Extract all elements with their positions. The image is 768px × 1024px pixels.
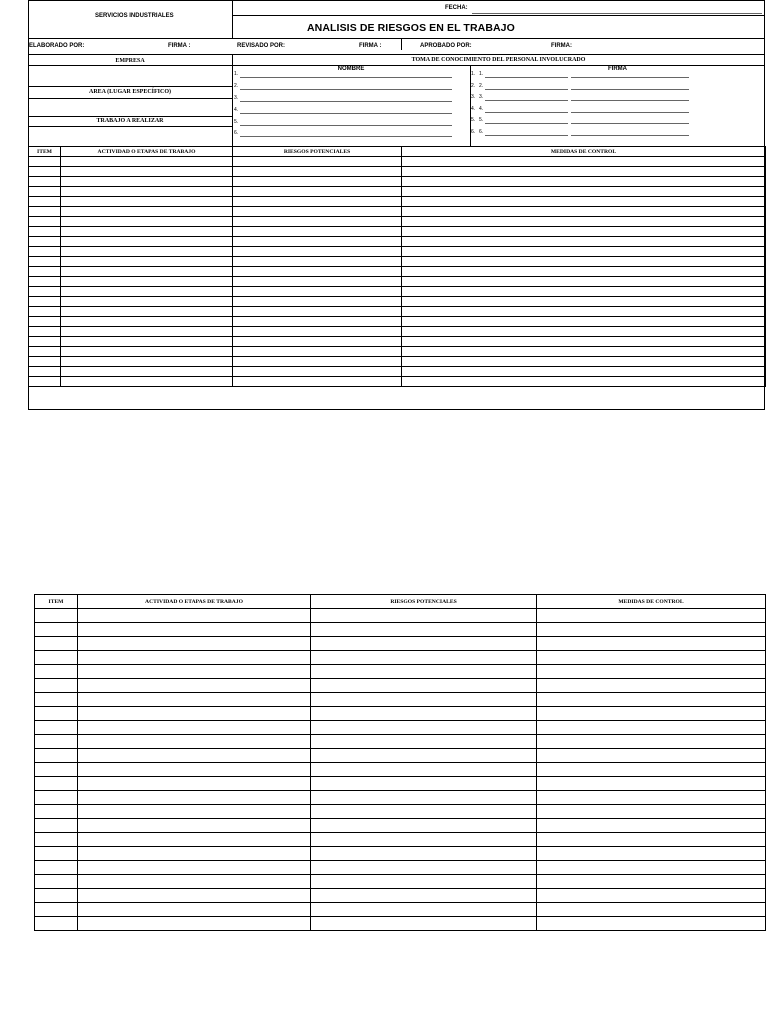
medidas-cell[interactable]	[537, 749, 766, 763]
actividad-cell[interactable]	[61, 287, 233, 297]
medidas-cell[interactable]	[537, 889, 766, 903]
table-row	[29, 257, 766, 267]
actividad-cell[interactable]	[61, 177, 233, 187]
actividad-cell[interactable]	[61, 167, 233, 177]
item-cell[interactable]	[35, 875, 78, 889]
medidas-cell[interactable]	[402, 207, 766, 217]
riesgos-cell[interactable]	[311, 735, 537, 749]
item-cell[interactable]	[35, 679, 78, 693]
item-cell[interactable]	[35, 777, 78, 791]
table-row	[35, 623, 766, 637]
table-row	[35, 679, 766, 693]
medidas-cell[interactable]	[402, 157, 766, 167]
riesgos-cell[interactable]	[233, 157, 402, 167]
table-row	[35, 693, 766, 707]
item-cell[interactable]	[29, 157, 61, 167]
actividad-cell[interactable]	[78, 763, 311, 777]
actividad-cell[interactable]	[61, 307, 233, 317]
table-row	[29, 277, 766, 287]
medidas-cell[interactable]	[402, 227, 766, 237]
actividad-cell[interactable]	[78, 707, 311, 721]
riesgos-cell[interactable]	[233, 347, 402, 357]
riesgos-cell[interactable]	[311, 903, 537, 917]
column-header-actividad: ACTIVIDAD O ETAPAS DE TRABAJO	[61, 147, 233, 157]
medidas-cell[interactable]	[537, 623, 766, 637]
medidas-cell[interactable]	[402, 277, 766, 287]
medidas-cell[interactable]	[537, 679, 766, 693]
medidas-cell[interactable]	[537, 791, 766, 805]
medidas-cell[interactable]	[402, 307, 766, 317]
table-row	[29, 177, 766, 187]
riesgos-cell[interactable]	[233, 197, 402, 207]
item-cell[interactable]	[29, 217, 61, 227]
actividad-cell[interactable]	[61, 327, 233, 337]
item-cell[interactable]	[29, 197, 61, 207]
firma-aprobado-label: FIRMA:	[551, 43, 572, 49]
elaborado-label: ELABORADO POR:	[29, 43, 85, 49]
firma-revisado-label: FIRMA :	[359, 43, 382, 49]
firma-left-number: 6.	[471, 129, 476, 135]
item-cell[interactable]	[29, 267, 61, 277]
riesgos-cell[interactable]	[233, 277, 402, 287]
table-row	[29, 287, 766, 297]
table-row	[29, 367, 766, 377]
actividad-cell[interactable]	[78, 749, 311, 763]
riesgos-cell[interactable]	[233, 327, 402, 337]
firma-number: 5.	[479, 117, 484, 123]
nombre-line[interactable]	[240, 89, 452, 90]
item-cell[interactable]	[29, 177, 61, 187]
riesgos-cell[interactable]	[233, 187, 402, 197]
table-row	[29, 227, 766, 237]
item-cell[interactable]	[29, 317, 61, 327]
firma-line-extension[interactable]	[571, 123, 689, 124]
table-row	[29, 327, 766, 337]
riesgos-cell[interactable]	[311, 623, 537, 637]
table-row	[35, 847, 766, 861]
item-cell[interactable]	[35, 651, 78, 665]
form-title: ANALISIS DE RIESGOS EN EL TRABAJO	[307, 22, 515, 34]
actividad-cell[interactable]	[78, 805, 311, 819]
fecha-label: FECHA:	[445, 5, 468, 11]
table-row	[35, 651, 766, 665]
nombre-number: 2.	[234, 83, 239, 89]
firma-line-extension[interactable]	[571, 77, 689, 78]
medidas-cell[interactable]	[402, 357, 766, 367]
riesgos-cell[interactable]	[311, 847, 537, 861]
medidas-cell[interactable]	[537, 819, 766, 833]
item-cell[interactable]	[35, 861, 78, 875]
riesgos-cell[interactable]	[311, 777, 537, 791]
item-cell[interactable]	[29, 357, 61, 367]
firma-line[interactable]	[485, 123, 568, 124]
item-cell[interactable]	[35, 637, 78, 651]
medidas-cell[interactable]	[537, 721, 766, 735]
table-row	[29, 377, 766, 387]
firma-line-extension[interactable]	[571, 135, 689, 136]
table-row	[29, 197, 766, 207]
medidas-cell[interactable]	[537, 917, 766, 931]
riesgos-cell[interactable]	[311, 749, 537, 763]
actividad-cell[interactable]	[78, 665, 311, 679]
riesgos-cell[interactable]	[311, 805, 537, 819]
nombre-line[interactable]	[240, 101, 452, 102]
actividad-cell[interactable]	[61, 267, 233, 277]
table-row	[35, 833, 766, 847]
nombre-line[interactable]	[240, 77, 452, 78]
nombre-number: 5.	[234, 119, 239, 125]
table-row	[35, 763, 766, 777]
nombre-line[interactable]	[240, 136, 452, 137]
firma-number: 2.	[479, 83, 484, 89]
item-cell[interactable]	[29, 187, 61, 197]
medidas-cell[interactable]	[537, 875, 766, 889]
aprobado-label: APROBADO POR:	[420, 43, 472, 49]
item-cell[interactable]	[29, 367, 61, 377]
actividad-cell[interactable]	[78, 623, 311, 637]
medidas-cell[interactable]	[402, 167, 766, 177]
riesgos-cell[interactable]	[311, 721, 537, 735]
table-row	[29, 247, 766, 257]
riesgos-cell[interactable]	[311, 875, 537, 889]
medidas-cell[interactable]	[537, 763, 766, 777]
item-cell[interactable]	[35, 917, 78, 931]
firma-left-number: 1.	[471, 71, 476, 77]
item-cell[interactable]	[29, 287, 61, 297]
table-row	[35, 609, 766, 623]
riesgos-cell[interactable]	[233, 227, 402, 237]
item-cell[interactable]	[29, 207, 61, 217]
item-cell[interactable]	[29, 297, 61, 307]
riesgos-cell[interactable]	[311, 819, 537, 833]
firma-line[interactable]	[485, 100, 568, 101]
firma-left-number: 4.	[471, 106, 476, 112]
firma-line[interactable]	[485, 77, 568, 78]
medidas-cell[interactable]	[537, 903, 766, 917]
medidas-cell[interactable]	[402, 297, 766, 307]
medidas-cell[interactable]	[402, 377, 766, 387]
column-header-riesgos: RIESGOS POTENCIALES	[311, 595, 537, 609]
medidas-cell[interactable]	[537, 847, 766, 861]
riesgos-cell[interactable]	[233, 317, 402, 327]
riesgos-cell[interactable]	[311, 763, 537, 777]
riesgos-cell[interactable]	[233, 337, 402, 347]
actividad-cell[interactable]	[78, 679, 311, 693]
trabajo-label: TRABAJO A REALIZAR	[96, 118, 164, 124]
table-row	[35, 917, 766, 931]
actividad-cell[interactable]	[78, 651, 311, 665]
firma-elaborado-label: FIRMA :	[168, 43, 191, 49]
actividad-cell[interactable]	[78, 861, 311, 875]
item-cell[interactable]	[35, 805, 78, 819]
revisado-label: REVISADO POR:	[237, 43, 286, 49]
table-row	[35, 903, 766, 917]
riesgos-cell[interactable]	[233, 247, 402, 257]
riesgos-cell[interactable]	[311, 917, 537, 931]
item-cell[interactable]	[35, 791, 78, 805]
medidas-cell[interactable]	[537, 693, 766, 707]
firma-line-extension[interactable]	[571, 100, 689, 101]
medidas-cell[interactable]	[537, 777, 766, 791]
actividad-cell[interactable]	[78, 721, 311, 735]
column-header-actividad: ACTIVIDAD O ETAPAS DE TRABAJO	[78, 595, 311, 609]
item-cell[interactable]	[29, 347, 61, 357]
table-row	[29, 267, 766, 277]
firma-line[interactable]	[485, 135, 568, 136]
table-row	[29, 307, 766, 317]
firma-header: FIRMA	[608, 66, 627, 72]
item-cell[interactable]	[29, 167, 61, 177]
item-cell[interactable]	[35, 903, 78, 917]
table-row	[35, 735, 766, 749]
firma-line[interactable]	[485, 89, 568, 90]
actividad-cell[interactable]	[61, 197, 233, 207]
riesgos-cell[interactable]	[311, 861, 537, 875]
actividad-cell[interactable]	[61, 257, 233, 267]
risk-table-page2	[34, 594, 766, 931]
medidas-cell[interactable]	[402, 367, 766, 377]
firma-number: 4.	[479, 106, 484, 112]
medidas-cell[interactable]	[537, 707, 766, 721]
riesgos-cell[interactable]	[233, 287, 402, 297]
medidas-cell[interactable]	[537, 861, 766, 875]
medidas-cell[interactable]	[402, 337, 766, 347]
empresa-label: EMPRESA	[115, 58, 145, 64]
actividad-cell[interactable]	[61, 277, 233, 287]
firma-number: 6.	[479, 129, 484, 135]
actividad-cell[interactable]	[78, 777, 311, 791]
medidas-cell[interactable]	[537, 637, 766, 651]
table-row	[29, 317, 766, 327]
medidas-cell[interactable]	[402, 217, 766, 227]
medidas-cell[interactable]	[402, 267, 766, 277]
item-cell[interactable]	[35, 665, 78, 679]
riesgos-cell[interactable]	[311, 651, 537, 665]
item-cell[interactable]	[35, 609, 78, 623]
table-row	[29, 297, 766, 307]
riesgos-cell[interactable]	[233, 297, 402, 307]
column-header-item: ITEM	[35, 595, 78, 609]
item-cell[interactable]	[29, 277, 61, 287]
item-cell[interactable]	[29, 337, 61, 347]
actividad-cell[interactable]	[61, 207, 233, 217]
fecha-field[interactable]	[472, 13, 762, 14]
riesgos-cell[interactable]	[311, 637, 537, 651]
riesgos-cell[interactable]	[311, 679, 537, 693]
riesgos-cell[interactable]	[233, 307, 402, 317]
actividad-cell[interactable]	[61, 337, 233, 347]
medidas-cell[interactable]	[537, 735, 766, 749]
actividad-cell[interactable]	[78, 889, 311, 903]
table-row	[29, 347, 766, 357]
actividad-cell[interactable]	[78, 609, 311, 623]
actividad-cell[interactable]	[78, 735, 311, 749]
table-row	[35, 819, 766, 833]
nombre-number: 3.	[234, 95, 239, 101]
table-row	[29, 167, 766, 177]
medidas-cell[interactable]	[402, 197, 766, 207]
item-cell[interactable]	[29, 327, 61, 337]
firma-left-number: 2.	[471, 83, 476, 89]
medidas-cell[interactable]	[402, 187, 766, 197]
actividad-cell[interactable]	[78, 833, 311, 847]
table-row	[35, 875, 766, 889]
medidas-cell[interactable]	[402, 327, 766, 337]
actividad-cell[interactable]	[61, 187, 233, 197]
riesgos-cell[interactable]	[311, 693, 537, 707]
riesgos-cell[interactable]	[311, 833, 537, 847]
table-row	[35, 637, 766, 651]
actividad-cell[interactable]	[61, 317, 233, 327]
firma-line-extension[interactable]	[571, 112, 689, 113]
riesgos-cell[interactable]	[233, 377, 402, 387]
riesgos-cell[interactable]	[311, 791, 537, 805]
nombre-number: 1.	[234, 71, 239, 77]
table-row	[29, 217, 766, 227]
table-row	[35, 805, 766, 819]
nombre-header: NOMBRE	[337, 66, 365, 72]
item-cell[interactable]	[35, 889, 78, 903]
medidas-cell[interactable]	[402, 257, 766, 267]
area-label: AREA (LUGAR ESPECÍFICO)	[88, 89, 171, 95]
actividad-cell[interactable]	[61, 347, 233, 357]
item-cell[interactable]	[35, 735, 78, 749]
table-row	[35, 889, 766, 903]
riesgos-cell[interactable]	[311, 665, 537, 679]
table-row	[35, 665, 766, 679]
column-header-riesgos: RIESGOS POTENCIALES	[233, 147, 402, 157]
riesgos-cell[interactable]	[233, 177, 402, 187]
medidas-cell[interactable]	[402, 247, 766, 257]
actividad-cell[interactable]	[78, 903, 311, 917]
table-row	[35, 777, 766, 791]
table-row	[29, 337, 766, 347]
firma-line-extension[interactable]	[571, 89, 689, 90]
riesgos-cell[interactable]	[311, 609, 537, 623]
actividad-cell[interactable]	[78, 875, 311, 889]
firma-line[interactable]	[485, 112, 568, 113]
medidas-cell[interactable]	[537, 833, 766, 847]
riesgos-cell[interactable]	[233, 357, 402, 367]
toma-conocimiento-label: TOMA DE CONOCIMIENTO DEL PERSONAL INVOLUCRADO	[411, 57, 586, 63]
item-cell[interactable]	[29, 247, 61, 257]
item-cell[interactable]	[35, 763, 78, 777]
table-row	[35, 749, 766, 763]
actividad-cell[interactable]	[61, 157, 233, 167]
table-row	[29, 207, 766, 217]
item-cell[interactable]	[35, 749, 78, 763]
item-cell[interactable]	[35, 693, 78, 707]
column-header-medidas: MEDIDAS DE CONTROL	[537, 595, 766, 609]
actividad-cell[interactable]	[61, 247, 233, 257]
item-cell[interactable]	[35, 819, 78, 833]
medidas-cell[interactable]	[537, 665, 766, 679]
nombre-line[interactable]	[240, 125, 452, 126]
actividad-cell[interactable]	[78, 693, 311, 707]
medidas-cell[interactable]	[402, 347, 766, 357]
table-row	[29, 157, 766, 167]
riesgos-cell[interactable]	[233, 257, 402, 267]
riesgos-cell[interactable]	[233, 367, 402, 377]
nombre-line[interactable]	[240, 113, 452, 114]
actividad-cell[interactable]	[61, 367, 233, 377]
table-row	[29, 237, 766, 247]
actividad-cell[interactable]	[78, 819, 311, 833]
firma-left-number: 5.	[471, 117, 476, 123]
riesgos-cell[interactable]	[233, 237, 402, 247]
actividad-cell[interactable]	[61, 297, 233, 307]
item-cell[interactable]	[29, 257, 61, 267]
riesgos-cell[interactable]	[233, 267, 402, 277]
item-cell[interactable]	[35, 707, 78, 721]
actividad-cell[interactable]	[78, 637, 311, 651]
medidas-cell[interactable]	[402, 237, 766, 247]
actividad-cell[interactable]	[61, 357, 233, 367]
column-header-item: ITEM	[29, 147, 61, 157]
medidas-cell[interactable]	[537, 805, 766, 819]
actividad-cell[interactable]	[61, 217, 233, 227]
riesgos-cell[interactable]	[311, 889, 537, 903]
item-cell[interactable]	[35, 623, 78, 637]
table-row	[35, 861, 766, 875]
item-cell[interactable]	[29, 377, 61, 387]
firma-left-number: 3.	[471, 94, 476, 100]
medidas-cell[interactable]	[537, 651, 766, 665]
actividad-cell[interactable]	[78, 847, 311, 861]
item-cell[interactable]	[29, 237, 61, 247]
item-cell[interactable]	[29, 227, 61, 237]
firma-number: 3.	[479, 94, 484, 100]
table-row	[29, 357, 766, 367]
item-cell[interactable]	[35, 847, 78, 861]
firma-number: 1.	[479, 71, 484, 77]
column-header-medidas: MEDIDAS DE CONTROL	[402, 147, 766, 157]
table-row	[35, 707, 766, 721]
item-cell[interactable]	[29, 307, 61, 317]
actividad-cell[interactable]	[61, 377, 233, 387]
medidas-cell[interactable]	[537, 609, 766, 623]
medidas-cell[interactable]	[402, 177, 766, 187]
nombre-number: 4.	[234, 107, 239, 113]
actividad-cell[interactable]	[61, 237, 233, 247]
actividad-cell[interactable]	[78, 917, 311, 931]
item-cell[interactable]	[35, 721, 78, 735]
nombre-number: 6.	[234, 130, 239, 136]
actividad-cell[interactable]	[78, 791, 311, 805]
table-row	[35, 791, 766, 805]
riesgos-cell[interactable]	[233, 167, 402, 177]
table-row	[29, 187, 766, 197]
riesgos-cell[interactable]	[233, 217, 402, 227]
medidas-cell[interactable]	[402, 287, 766, 297]
table-row	[35, 721, 766, 735]
company-name: SERVICIOS INDUSTRIALES	[95, 13, 174, 19]
medidas-cell[interactable]	[402, 317, 766, 327]
riesgos-cell[interactable]	[233, 207, 402, 217]
item-cell[interactable]	[35, 833, 78, 847]
riesgos-cell[interactable]	[311, 707, 537, 721]
actividad-cell[interactable]	[61, 227, 233, 237]
risk-table-page1	[28, 146, 766, 387]
